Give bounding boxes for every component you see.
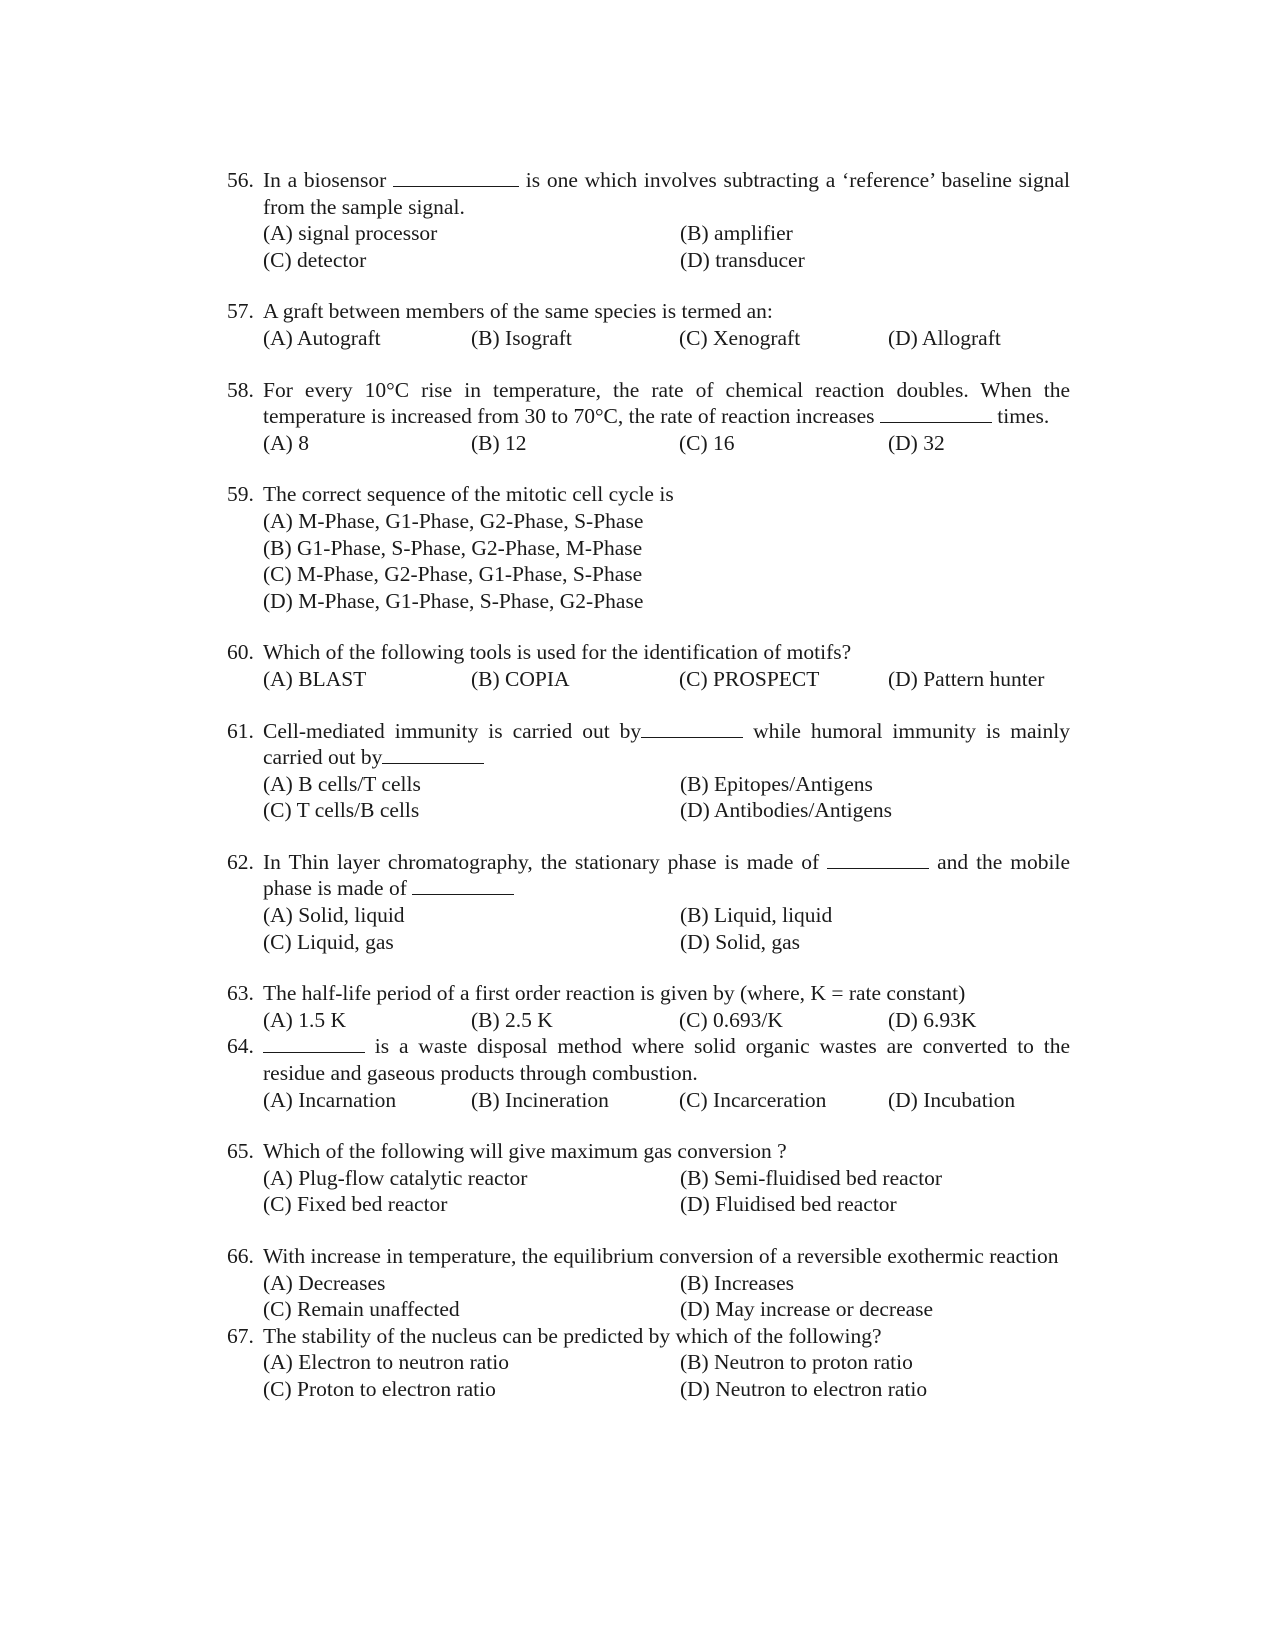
answer-option: (D) Pattern hunter — [888, 666, 1045, 691]
answer-option: (D) 6.93K — [888, 1007, 977, 1032]
answer-option: (B) COPIA — [471, 666, 570, 691]
options-grid — [263, 666, 1070, 693]
question-block — [227, 980, 1070, 1033]
question-stem: For every 10°C rise in temperature, the rate of chemical reaction doubles. When the temperature is increased from 30 to 70°C, the rate of reaction increases times. — [263, 377, 1070, 429]
question-number: 63. — [227, 981, 254, 1006]
answer-option: (C) Remain unaffected — [263, 1297, 460, 1322]
answer-option: (C) PROSPECT — [679, 666, 820, 691]
question-stem: is a waste disposal method where solid organic wastes are converted to the residue and gaseous products through combustion. — [263, 1034, 1070, 1086]
answer-option: (D) May increase or decrease — [680, 1297, 934, 1322]
answer-option: (D) 32 — [888, 430, 945, 455]
answer-option: (B) 12 — [471, 430, 527, 455]
answer-option: (C) Fixed bed reactor — [263, 1192, 448, 1217]
answer-option: (A) 1.5 K — [263, 1007, 346, 1032]
answer-blank — [263, 1033, 365, 1053]
question-stem: The stability of the nucleus can be predicted by which of the following? — [263, 1323, 882, 1348]
question-stem: A graft between members of the same species is termed an: — [263, 299, 773, 324]
answer-option: (C) 16 — [679, 430, 735, 455]
answer-blank — [827, 849, 929, 869]
answer-option: (D) Fluidised bed reactor — [680, 1192, 897, 1217]
answer-option: (A) Incarnation — [263, 1087, 397, 1112]
question-stem: In a biosensor is one which involves subtracting a ‘reference’ baseline signal from the sample signal. — [263, 168, 1070, 219]
options-grid — [263, 430, 1070, 457]
question-stem: The half-life period of a first order reaction is given by (where, K = rate constant) — [263, 981, 966, 1006]
question-number: 62. — [227, 849, 254, 874]
answer-option: (C) detector — [263, 247, 367, 272]
question-block — [227, 849, 1070, 955]
question-stem: Cell-mediated immunity is carried out by while humoral immunity is mainly carried out by — [263, 718, 1070, 770]
answer-option: (B) Semi-fluidised bed reactor — [680, 1165, 943, 1190]
answer-option: (C) T cells/B cells — [263, 798, 420, 823]
answer-option: (A) Decreases — [263, 1270, 386, 1295]
question-number: 64. — [227, 1034, 254, 1059]
answer-option: (A) signal processor — [263, 221, 438, 246]
question-block — [227, 718, 1070, 824]
question-number: 65. — [227, 1139, 254, 1164]
question-stem: The correct sequence of the mitotic cell cycle is — [263, 482, 674, 507]
answer-option: (A) Autograft — [263, 325, 381, 350]
options-grid — [263, 1165, 1070, 1218]
options-grid — [263, 1087, 1070, 1114]
question-block — [227, 167, 1070, 273]
answer-option: (C) Incarceration — [679, 1087, 827, 1112]
answer-option: (C) 0.693/K — [679, 1007, 783, 1032]
question-number: 59. — [227, 482, 254, 507]
question-number: 58. — [227, 377, 254, 402]
answer-option: (B) 2.5 K — [471, 1007, 553, 1032]
answer-option: (D) Allograft — [888, 325, 1001, 350]
answer-blank — [382, 744, 484, 764]
options-grid — [263, 771, 1070, 824]
options-grid — [263, 902, 1070, 955]
answer-option: (B) Liquid, liquid — [680, 903, 833, 928]
question-number: 56. — [227, 168, 254, 192]
question-stem: With increase in temperature, the equilibrium conversion of a reversible exothermic reaction — [263, 1244, 1059, 1268]
answer-option: (D) Solid, gas — [680, 929, 801, 954]
answer-blank — [412, 875, 514, 895]
question-block — [227, 1138, 1070, 1218]
question-number: 66. — [227, 1244, 254, 1268]
question-number: 67. — [227, 1323, 254, 1348]
answer-option: (D) Antibodies/Antigens — [680, 798, 892, 823]
answer-option: (A) Electron to neutron ratio — [263, 1350, 509, 1375]
answer-option: (A) BLAST — [263, 666, 367, 691]
question-block — [227, 1033, 1070, 1113]
question-block — [227, 481, 1070, 614]
options-grid — [263, 508, 1070, 614]
options-grid — [263, 325, 1070, 352]
answer-option: (D) Incubation — [888, 1087, 1016, 1112]
answer-option: (C) Proton to electron ratio — [263, 1376, 496, 1401]
answer-blank — [880, 403, 992, 423]
options-grid — [263, 1007, 1070, 1034]
question-stem: Which of the following will give maximum gas conversion ? — [263, 1139, 787, 1164]
options-grid — [263, 1270, 1070, 1323]
options-grid — [263, 1349, 1070, 1402]
answer-option: (B) amplifier — [680, 221, 793, 246]
question-block — [227, 1323, 1070, 1403]
answer-blank — [641, 718, 743, 738]
question-page — [227, 167, 1070, 1403]
question-stem: In Thin layer chromatography, the stationary phase is made of and the mobile phase is made of — [263, 849, 1070, 901]
answer-option: (C) Liquid, gas — [263, 929, 394, 954]
answer-option: (D) transducer — [680, 247, 805, 272]
question-number: 60. — [227, 640, 254, 665]
answer-option: (B) Neutron to proton ratio — [680, 1350, 913, 1375]
answer-option: (B) Incineration — [471, 1087, 609, 1112]
answer-option: (A) M-Phase, G1-Phase, G2-Phase, S-Phase — [263, 508, 644, 533]
question-stem: Which of the following tools is used for the identification of motifs? — [263, 640, 852, 665]
answer-option: (A) Solid, liquid — [263, 903, 405, 928]
answer-option: (D) M-Phase, G1-Phase, S-Phase, G2-Phase — [263, 588, 644, 613]
answer-option: (D) Neutron to electron ratio — [680, 1376, 928, 1401]
question-block — [227, 1243, 1070, 1323]
answer-option: (B) G1-Phase, S-Phase, G2-Phase, M-Phase — [263, 535, 643, 560]
answer-option: (A) B cells/T cells — [263, 771, 421, 796]
question-number: 57. — [227, 299, 254, 324]
answer-option: (C) M-Phase, G2-Phase, G1-Phase, S-Phase — [263, 562, 643, 587]
question-number: 61. — [227, 718, 254, 743]
answer-option: (A) 8 — [263, 430, 309, 455]
question-block — [227, 298, 1070, 351]
answer-option: (B) Increases — [680, 1270, 795, 1295]
answer-blank — [393, 167, 519, 187]
question-block — [227, 377, 1070, 457]
question-block — [227, 639, 1070, 692]
answer-option: (B) Isograft — [471, 325, 572, 350]
options-grid — [263, 220, 1070, 273]
answer-option: (B) Epitopes/Antigens — [680, 771, 873, 796]
answer-option: (A) Plug-flow catalytic reactor — [263, 1165, 528, 1190]
answer-option: (C) Xenograft — [679, 325, 801, 350]
